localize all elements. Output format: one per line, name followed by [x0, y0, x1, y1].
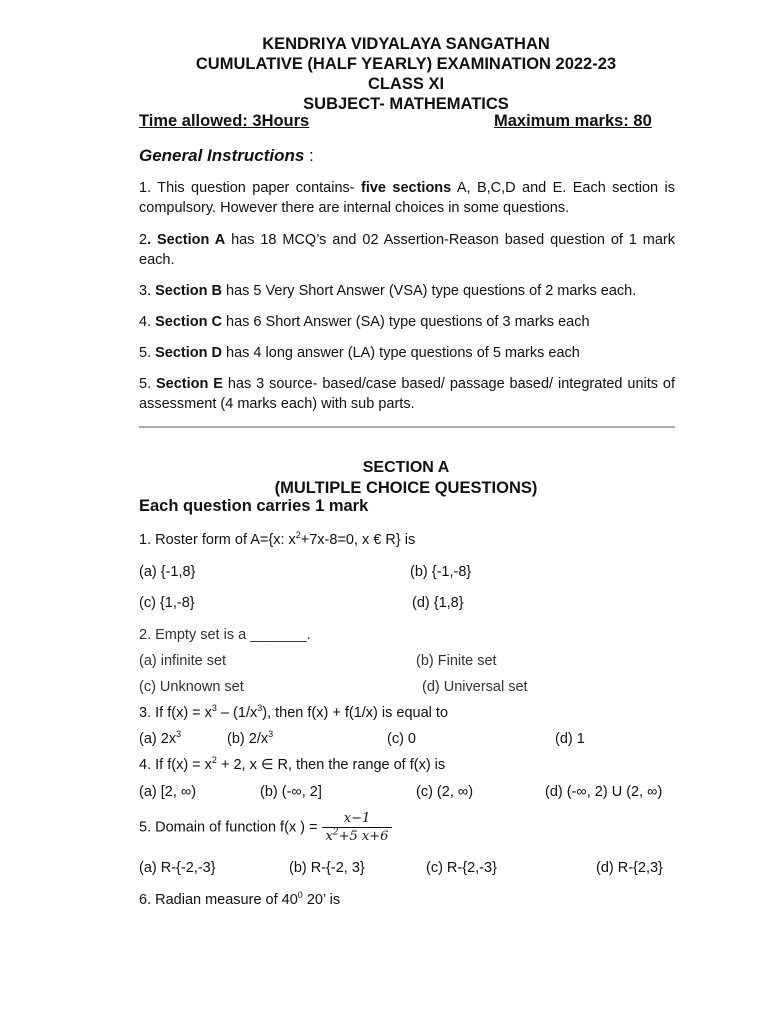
instruction-text: 5.	[139, 376, 156, 392]
subject-line: SUBJECT- MATHEMATICS	[303, 95, 509, 113]
q4-option-b: (b) (-∞, 2]	[260, 784, 322, 800]
instruction-4	[139, 312, 675, 332]
instruction-bold: Section C	[155, 314, 222, 330]
q5-option-d: (d) R-{2,3}	[596, 860, 663, 876]
time-allowed: Time allowed: 3Hours	[139, 112, 310, 130]
question-text: – (1/x	[216, 705, 258, 721]
q2-option-a: (a) infinite set	[139, 653, 227, 669]
q2-option-b: (b) Finite set	[416, 653, 497, 669]
question-1	[139, 532, 415, 548]
question-text: 5. Domain of function f(x ) =	[139, 819, 322, 836]
fraction-numerator: x−1	[322, 810, 393, 828]
q4-option-c: (c) (2, ∞)	[416, 784, 474, 800]
instruction-2	[139, 230, 675, 270]
q1-option-d: (d) {1,8}	[412, 595, 464, 611]
option-text: (a) 2x	[139, 731, 177, 747]
instruction-text: 2	[139, 232, 148, 248]
superscript: 3	[176, 729, 182, 740]
instruction-bold: . Section A	[147, 232, 226, 248]
question-5	[139, 810, 392, 845]
question-text: +7x-8=0, x € R} is	[300, 532, 416, 548]
question-text: 1. Roster form of A={x: x	[139, 532, 296, 548]
question-text: + 2, x ∈ R, then the range of f(x) is	[216, 757, 446, 773]
superscript: 3	[257, 703, 263, 714]
option-text: (b) 2/x	[227, 731, 269, 747]
instruction-text: 4.	[139, 314, 156, 330]
instruction-text: has 4 long answer (LA) type questions of 5 marks each	[222, 345, 580, 361]
question-text: ), then f(x) + f(1/x) is equal to	[262, 705, 449, 721]
maximum-marks: Maximum marks: 80	[494, 112, 652, 130]
instruction-text: A, B,C,D and E. Each section is compulsory. However there are internal choices in some questions.	[139, 180, 676, 216]
superscript: 3	[268, 729, 274, 740]
q5-option-c: (c) R-{2,-3}	[426, 860, 497, 876]
q1-option-a: (a) {-1,8}	[139, 564, 196, 580]
instructions-title: General Instructions	[139, 146, 305, 165]
question-text: 6. Radian measure of 40	[139, 892, 298, 908]
school-name: KENDRIYA VIDYALAYA SANGATHAN	[262, 35, 550, 53]
q1-option-c: (c) {1,-8}	[139, 595, 195, 611]
instruction-bold: Section E	[156, 376, 223, 392]
domain-fraction	[322, 810, 393, 845]
superscript: 2	[332, 827, 339, 838]
instruction-1	[139, 178, 675, 218]
question-text: 20’ is	[302, 892, 341, 908]
q3-option-c: (c) 0	[387, 731, 416, 747]
exam-title: CUMULATIVE (HALF YEARLY) EXAMINATION 2022-23	[195, 55, 617, 73]
instructions-heading	[139, 146, 314, 166]
q5-option-a: (a) R-{-2,-3}	[139, 860, 216, 876]
q1-option-b: (b) {-1,-8}	[410, 564, 472, 580]
superscript: 3	[211, 703, 217, 714]
question-text: 3. If f(x) = x	[139, 705, 212, 721]
section-a-note: Each question carries 1 mark	[139, 497, 369, 515]
superscript: 2	[295, 530, 301, 541]
denominator-text: +5 x+6	[338, 829, 389, 844]
instruction-bold: five sections	[361, 180, 452, 196]
superscript: 2	[211, 755, 217, 766]
q3-option-d: (d) 1	[555, 731, 585, 747]
instruction-text: 3.	[139, 283, 156, 299]
class-line: CLASS XI	[367, 75, 445, 93]
instruction-3	[139, 281, 675, 301]
question-3	[139, 705, 448, 721]
fraction-denominator	[322, 828, 393, 845]
question-4	[139, 757, 445, 773]
question-2: 2. Empty set is a _______.	[139, 627, 311, 643]
question-text: 4. If f(x) = x	[139, 757, 212, 773]
q4-option-d: (d) (-∞, 2) U (2, ∞)	[545, 784, 663, 800]
q4-option-a: (a) [2, ∞)	[139, 784, 197, 800]
q5-option-b: (b) R-{-2, 3}	[289, 860, 365, 876]
instruction-6	[139, 374, 675, 414]
instruction-text: 5.	[139, 345, 156, 361]
instruction-text: 1. This question paper contains-	[139, 180, 361, 196]
instruction-text: has 5 Very Short Answer (VSA) type questions of 2 marks each.	[222, 283, 637, 299]
section-a-subtitle: (MULTIPLE CHOICE QUESTIONS)	[274, 479, 538, 497]
instruction-bold: Section B	[155, 283, 222, 299]
instruction-bold: Section D	[155, 345, 222, 361]
divider	[139, 426, 675, 428]
question-6	[139, 892, 340, 908]
q2-option-d: (d) Universal set	[422, 679, 528, 695]
q2-option-c: (c) Unknown set	[139, 679, 244, 695]
instruction-text: has 3 source- based/case based/ passage based/ integrated units of assessment (4 marks each) with sub parts.	[139, 376, 675, 412]
section-a-title: SECTION A	[362, 459, 450, 476]
instruction-text: has 18 MCQ’s and 02 Assertion-Reason based question of 1 mark each.	[139, 232, 676, 268]
q3-option-b	[227, 731, 273, 747]
instruction-text: has 6 Short Answer (SA) type questions of 3 marks each	[222, 314, 590, 330]
instructions-colon: :	[304, 146, 314, 165]
q3-option-a	[139, 731, 181, 747]
superscript: 0	[297, 890, 303, 901]
instruction-5	[139, 343, 675, 363]
denominator-text: x	[325, 829, 333, 844]
